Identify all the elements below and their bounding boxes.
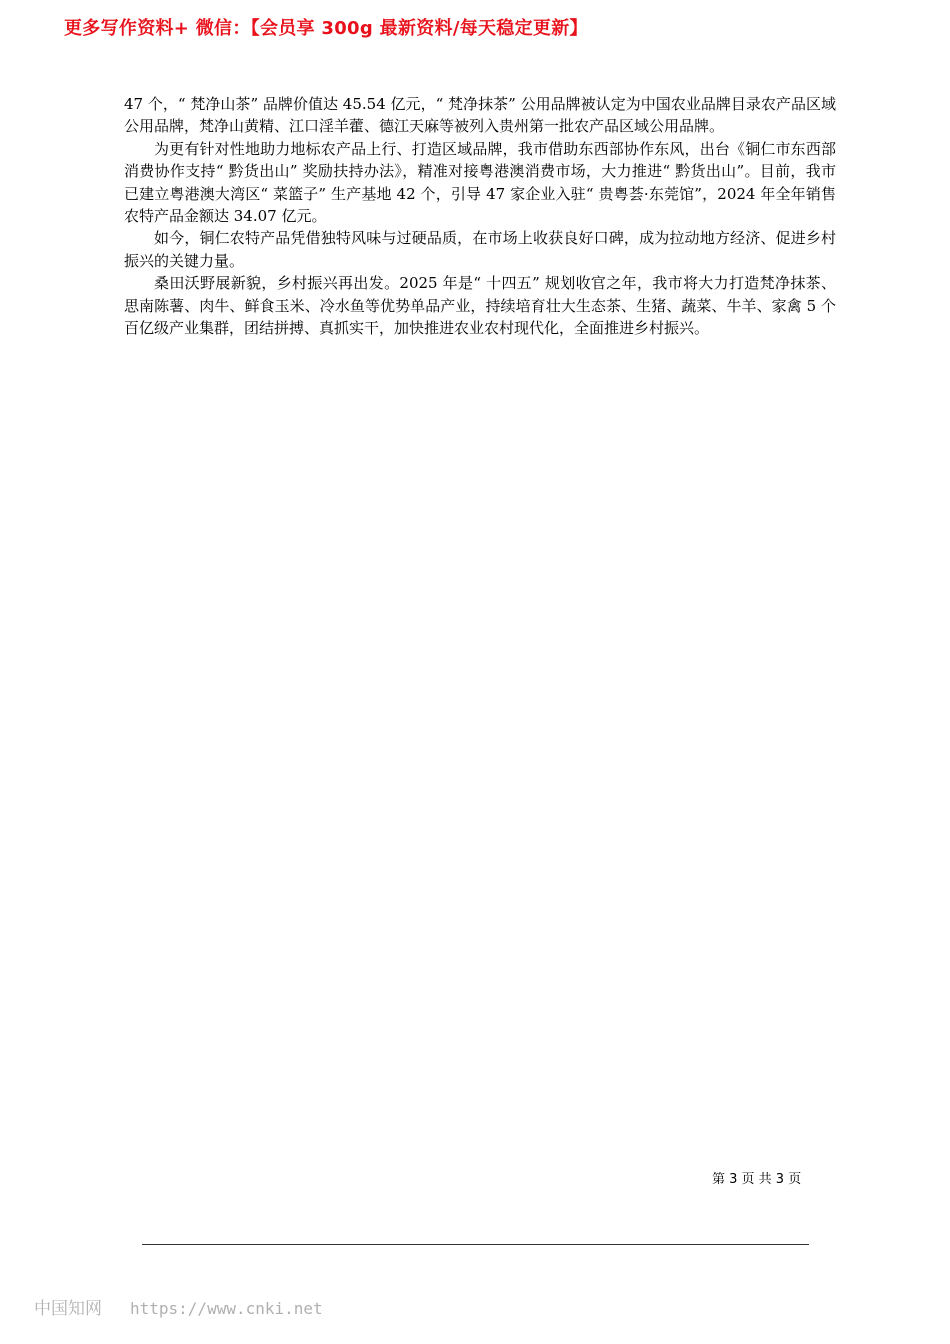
- paragraph-regional-brand: 为更有针对性地助力地标农产品上行、打造区域品牌，我市借助东西部协作东风，出台《铜仁市东西部消费协作支持“ 黔货出山” 奖励扶持办法》，精准对接粤港澳消费市场，大力推进“ 黔货出山”。目前，我市已建立粤港澳大湾区“ 菜篮子” 生产基地 42 个，引导 47 家企业入驻“ 贵粤荟·东莞馆”，2024 年全年销售农特产品金额达 34.07 亿元。: [124, 139, 836, 226]
- promo-banner: 更多写作资料+ 微信：【会员享 300g 最新资料/每天稳定更新】: [64, 18, 588, 39]
- page-number: 第 3 页 共 3 页: [712, 1172, 802, 1187]
- cnki-logo-text: 中国知网: [34, 1299, 102, 1319]
- paragraph-continuation: 47 个，“ 梵净山茶” 品牌价值达 45.54 亿元，“ 梵净抹茶” 公用品牌被认定为中国农业品牌目录农产品区域公用品牌，梵净山黄精、江口淫羊藿、德江天麻等被列入贵州第一批农产品区域公用品牌。: [124, 95, 836, 136]
- paragraph-market-reputation: 如今，铜仁农特产品凭借独特风味与过硬品质，在市场上收获良好口碑，成为拉动地方经济、促进乡村振兴的关键力量。: [124, 229, 836, 270]
- cnki-url[interactable]: https://www.cnki.net: [130, 1299, 323, 1318]
- cnki-watermark: [34, 1294, 323, 1319]
- paragraph-rural-revitalization: 桑田沃野展新貌，乡村振兴再出发。2025 年是“ 十四五” 规划收官之年，我市将大力打造梵净抹茶、思南陈薯、肉牛、鲜食玉米、冷水鱼等优势单品产业，持续培育壮大生态茶、生猪、蔬菜、牛羊、家禽 5 个百亿级产业集群，团结拼搏、真抓实干，加快推进农业农村现代化，全面推进乡村振兴。: [124, 274, 836, 338]
- article-body: [124, 93, 836, 339]
- footer-divider: [142, 1244, 809, 1245]
